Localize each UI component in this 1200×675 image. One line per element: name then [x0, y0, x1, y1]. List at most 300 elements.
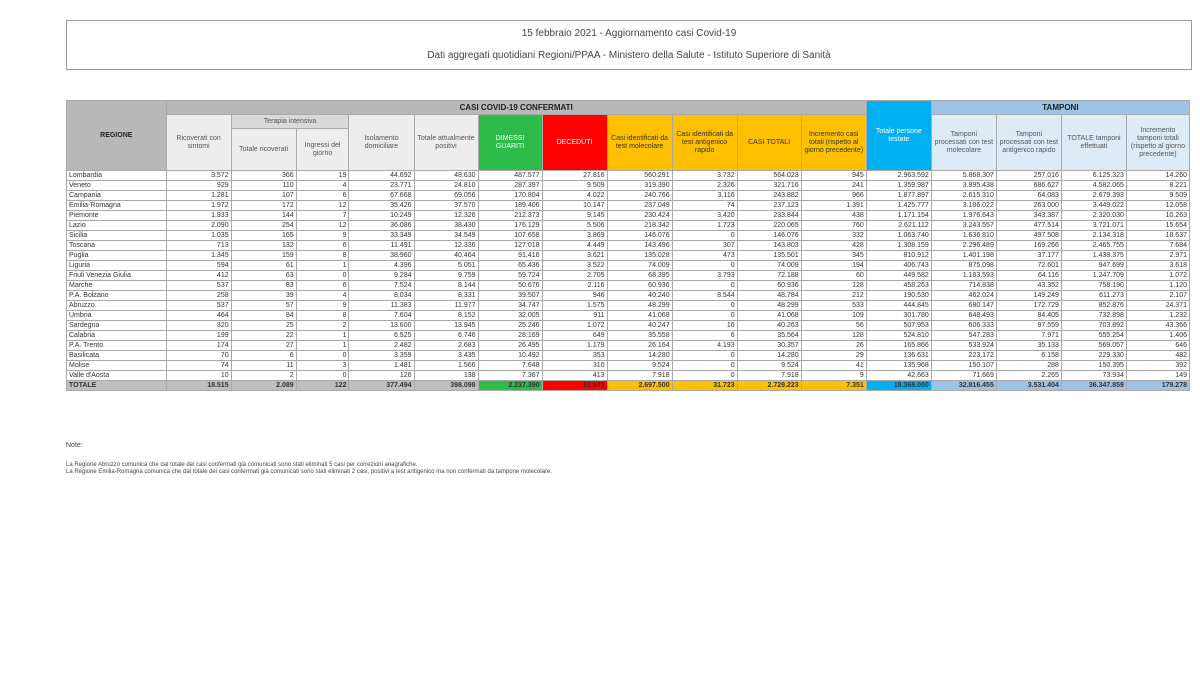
table-cell: 13.600	[349, 321, 414, 331]
total-row	[67, 381, 1190, 391]
table-cell: 39.507	[478, 291, 542, 301]
table-cell: 74	[166, 361, 231, 371]
table-cell: 174	[166, 341, 231, 351]
table-cell: 3	[296, 361, 349, 371]
table-cell: 10.147	[542, 201, 607, 211]
table-cell: 0	[672, 281, 737, 291]
notes-section	[66, 442, 1166, 476]
table-cell: 1.877.897	[866, 191, 931, 201]
table-cell: 24.371	[1126, 301, 1189, 311]
region-name: Toscana	[67, 241, 167, 251]
table-cell: 686.627	[996, 181, 1061, 191]
table-cell: 8.331	[414, 291, 478, 301]
table-cell: 7.684	[1126, 241, 1189, 251]
tamponi-group-header: TAMPONI	[931, 101, 1189, 115]
table-cell: 144	[231, 211, 296, 221]
table-cell: 10	[166, 371, 231, 381]
table-cell: 146.076	[737, 231, 801, 241]
table-row	[67, 371, 1190, 381]
table-cell: 9	[296, 301, 349, 311]
table-cell: 91.416	[478, 251, 542, 261]
table-cell: 67.668	[349, 191, 414, 201]
table-cell: 9.759	[414, 271, 478, 281]
table-cell: 555.254	[1061, 331, 1126, 341]
table-cell: 110	[231, 181, 296, 191]
region-name: Veneto	[67, 181, 167, 191]
table-cell: 6.746	[414, 331, 478, 341]
confirmed-cases-group-header: CASI COVID-19 CONFERMATI	[166, 101, 866, 115]
table-cell: 28.169	[478, 331, 542, 341]
table-cell: 127.018	[478, 241, 542, 251]
table-cell: 1.072	[542, 321, 607, 331]
table-cell: 2.326	[672, 181, 737, 191]
table-cell: 37.177	[996, 251, 1061, 261]
table-cell: 26	[801, 341, 866, 351]
col-header-tamponi-molecolare: Tamponi processati con test molecolare	[931, 115, 996, 171]
table-cell: 179.278	[1126, 381, 1189, 391]
table-cell: 319.390	[607, 181, 672, 191]
table-cell: 35.133	[996, 341, 1061, 351]
table-cell: 377.494	[349, 381, 414, 391]
total-label: TOTALE	[67, 381, 167, 391]
table-cell: 1.183.593	[931, 271, 996, 281]
table-cell: 69.056	[414, 191, 478, 201]
region-name: Campania	[67, 191, 167, 201]
col-header-casi-molecolare: Casi identificati da test molecolare	[607, 115, 672, 171]
table-cell: 128	[801, 331, 866, 341]
table-cell: 7.971	[996, 331, 1061, 341]
table-cell: 230.424	[607, 211, 672, 221]
table-cell: 9.284	[349, 271, 414, 281]
table-cell: 524.810	[866, 331, 931, 341]
table-cell: 1.575	[542, 301, 607, 311]
table-cell: 564.023	[737, 171, 801, 181]
table-cell: 2.971	[1126, 251, 1189, 261]
table-cell: 18.368.000	[866, 381, 931, 391]
table-cell: 48.299	[737, 301, 801, 311]
table-cell: 8.544	[672, 291, 737, 301]
table-cell: 136.631	[866, 351, 931, 361]
table-cell: 487.577	[478, 171, 542, 181]
table-cell: 413	[542, 371, 607, 381]
table-cell: 547.283	[931, 331, 996, 341]
table-cell: 233.844	[737, 211, 801, 221]
table-cell: 7.367	[478, 371, 542, 381]
table-cell: 0	[672, 361, 737, 371]
table-cell: 3.621	[542, 251, 607, 261]
table-cell: 2.296.489	[931, 241, 996, 251]
report-subtitle: Dati aggregati quotidiani Regioni/PPAA - Ministero della Salute - Istituto Superiore di Sanità	[427, 50, 831, 61]
col-header-incremento-casi: Incremento casi totali (rispetto al giorno precedente)	[801, 115, 866, 171]
col-header-guariti: DIMESSI GUARITI	[478, 115, 542, 171]
region-name: Calabria	[67, 331, 167, 341]
table-cell: 0	[296, 371, 349, 381]
table-cell: 38.430	[414, 221, 478, 231]
table-cell: 1.035	[166, 231, 231, 241]
table-cell: 11.491	[349, 241, 414, 251]
table-cell: 43.352	[996, 281, 1061, 291]
table-cell: 32.005	[478, 311, 542, 321]
table-cell: 606.333	[931, 321, 996, 331]
table-cell: 7.604	[349, 311, 414, 321]
table-row	[67, 201, 1190, 211]
table-cell: 3.721.071	[1061, 221, 1126, 231]
table-cell: 135.968	[866, 361, 931, 371]
table-cell: 35.426	[349, 201, 414, 211]
table-cell: 40.464	[414, 251, 478, 261]
table-cell: 7	[296, 211, 349, 221]
table-cell: 1.232	[1126, 311, 1189, 321]
table-cell: 42.663	[866, 371, 931, 381]
table-cell: 9	[801, 371, 866, 381]
table-cell: 107	[231, 191, 296, 201]
table-cell: 3.359	[349, 351, 414, 361]
table-cell: 852.876	[1061, 301, 1126, 311]
icu-group-header: Terapia intensiva	[231, 115, 349, 129]
table-cell: 18.637	[1126, 231, 1189, 241]
table-cell: 74.009	[737, 261, 801, 271]
table-row	[67, 191, 1190, 201]
table-cell: 966	[801, 191, 866, 201]
table-cell: 911	[542, 311, 607, 321]
table-row	[67, 261, 1190, 271]
table-cell: 477.514	[996, 221, 1061, 231]
table-cell: 3.116	[672, 191, 737, 201]
table-cell: 257.016	[996, 171, 1061, 181]
table-cell: 332	[801, 231, 866, 241]
table-cell: 9.524	[737, 361, 801, 371]
table-cell: 109	[801, 311, 866, 321]
table-cell: 27	[231, 341, 296, 351]
table-cell: 65.436	[478, 261, 542, 271]
table-cell: 30.357	[737, 341, 801, 351]
table-cell: 760	[801, 221, 866, 231]
table-cell: 59.724	[478, 271, 542, 281]
table-cell: 172.729	[996, 301, 1061, 311]
region-name: Lombardia	[67, 171, 167, 181]
table-cell: 4.582.065	[1061, 181, 1126, 191]
table-cell: 2.107	[1126, 291, 1189, 301]
table-cell: 2.697.500	[607, 381, 672, 391]
table-cell: 263.000	[996, 201, 1061, 211]
table-cell: 3.531.404	[996, 381, 1061, 391]
table-cell: 7.918	[737, 371, 801, 381]
table-cell: 2.679.393	[1061, 191, 1126, 201]
table-cell: 135.028	[607, 251, 672, 261]
table-cell: 3.420	[672, 211, 737, 221]
table-cell: 190.530	[866, 291, 931, 301]
table-cell: 12	[296, 201, 349, 211]
table-cell: 732.898	[1061, 311, 1126, 321]
table-cell: 149.249	[996, 291, 1061, 301]
table-cell: 0	[672, 231, 737, 241]
table-cell: 12.058	[1126, 201, 1189, 211]
table-cell: 26.495	[478, 341, 542, 351]
table-cell: 150.107	[931, 361, 996, 371]
table-cell: 307	[672, 241, 737, 251]
table-cell: 3.732	[672, 171, 737, 181]
table-cell: 2.705	[542, 271, 607, 281]
table-cell: 12.336	[414, 241, 478, 251]
table-cell: 1.438.375	[1061, 251, 1126, 261]
note-line: La Regione Emilia-Romagna comunica che dal totale dei casi confermati già comunicati sono stati eliminati 2 casi, positivi a test antigenico ma non confermati da tampone molecolare.	[66, 469, 552, 475]
table-cell: 165	[231, 231, 296, 241]
table-cell: 646	[1126, 341, 1189, 351]
table-cell: 72.188	[737, 271, 801, 281]
table-cell: 70	[166, 351, 231, 361]
table-row	[67, 331, 1190, 341]
col-header-incremento-tamponi: Incremento tamponi totali (rispetto al giorno precedente)	[1126, 115, 1189, 171]
table-cell: 16	[672, 321, 737, 331]
table-cell: 44.692	[349, 171, 414, 181]
table-cell: 473	[672, 251, 737, 261]
table-cell: 1.359.987	[866, 181, 931, 191]
table-row	[67, 301, 1190, 311]
table-cell: 3.618	[1126, 261, 1189, 271]
table-cell: 1.308.159	[866, 241, 931, 251]
table-cell: 159	[231, 251, 296, 261]
table-cell: 14.280	[607, 351, 672, 361]
table-cell: 758.190	[1061, 281, 1126, 291]
table-cell: 1	[296, 331, 349, 341]
table-cell: 2.237.390	[478, 381, 542, 391]
table-cell: 301.780	[866, 311, 931, 321]
col-header-isolamento: Isolamento domiciliare	[349, 115, 414, 171]
table-row	[67, 171, 1190, 181]
table-cell: 170.804	[478, 191, 542, 201]
table-cell: 569.057	[1061, 341, 1126, 351]
table-row	[67, 291, 1190, 301]
table-cell: 3.869	[542, 231, 607, 241]
table-cell: 143.803	[737, 241, 801, 251]
table-cell: 18.515	[166, 381, 231, 391]
col-header-casi-totali: CASI TOTALI	[737, 115, 801, 171]
table-cell: 947.699	[1061, 261, 1126, 271]
table-cell: 122	[296, 381, 349, 391]
table-cell: 6.158	[996, 351, 1061, 361]
table-cell: 8.221	[1126, 181, 1189, 191]
table-cell: 6	[672, 331, 737, 341]
table-cell: 7.524	[349, 281, 414, 291]
table-row	[67, 211, 1190, 221]
table-cell: 40.240	[607, 291, 672, 301]
table-row	[67, 181, 1190, 191]
table-cell: 3.522	[542, 261, 607, 271]
table-cell: 241	[801, 181, 866, 191]
table-cell: 41	[801, 361, 866, 371]
table-cell: 93.845	[542, 381, 607, 391]
table-cell: 169.266	[996, 241, 1061, 251]
table-cell: 4.449	[542, 241, 607, 251]
table-cell: 533.924	[931, 341, 996, 351]
table-cell: 537	[166, 281, 231, 291]
region-name: Piemonte	[67, 211, 167, 221]
table-cell: 1.972	[166, 201, 231, 211]
table-cell: 9.509	[542, 181, 607, 191]
region-name: Valle d'Aosta	[67, 371, 167, 381]
table-cell: 64.116	[996, 271, 1061, 281]
table-cell: 176.129	[478, 221, 542, 231]
table-cell: 462.024	[931, 291, 996, 301]
table-cell: 199	[166, 331, 231, 341]
table-cell: 15.654	[1126, 221, 1189, 231]
table-cell: 11.977	[414, 301, 478, 311]
table-cell: 8	[296, 251, 349, 261]
table-cell: 189.406	[478, 201, 542, 211]
table-row	[67, 321, 1190, 331]
table-cell: 3.793	[672, 271, 737, 281]
table-cell: 438	[801, 211, 866, 221]
table-cell: 10.492	[478, 351, 542, 361]
table-cell: 2.465.755	[1061, 241, 1126, 251]
table-cell: 37.570	[414, 201, 478, 211]
table-cell: 39	[231, 291, 296, 301]
table-cell: 237.123	[737, 201, 801, 211]
table-cell: 714.838	[931, 281, 996, 291]
table-cell: 254	[231, 221, 296, 231]
table-cell: 25.246	[478, 321, 542, 331]
region-name: P.A. Trento	[67, 341, 167, 351]
col-header-totale-ricoverati-ti: Totale ricoverati	[231, 129, 296, 171]
table-cell: 398.098	[414, 381, 478, 391]
table-cell: 41.068	[607, 311, 672, 321]
table-cell: 5.506	[542, 221, 607, 231]
col-header-attualmente-positivi: Totale attualmente positivi	[414, 115, 478, 171]
table-cell: 9.524	[607, 361, 672, 371]
table-cell: 8.152	[414, 311, 478, 321]
table-cell: 8	[296, 311, 349, 321]
region-name: Molise	[67, 361, 167, 371]
table-cell: 1.345	[166, 251, 231, 261]
table-cell: 27.816	[542, 171, 607, 181]
table-cell: 212.373	[478, 211, 542, 221]
table-cell: 40.263	[737, 321, 801, 331]
table-cell: 2.683	[414, 341, 478, 351]
table-cell: 74	[672, 201, 737, 211]
table-cell: 10.249	[349, 211, 414, 221]
table-cell: 36.347.859	[1061, 381, 1126, 391]
region-name: Umbria	[67, 311, 167, 321]
table-cell: 6.125.323	[1061, 171, 1126, 181]
table-cell: 165.866	[866, 341, 931, 351]
table-cell: 138	[414, 371, 478, 381]
table-cell: 240.766	[607, 191, 672, 201]
table-cell: 4	[296, 181, 349, 191]
table-cell: 1.401.198	[931, 251, 996, 261]
region-name: Sicilia	[67, 231, 167, 241]
table-cell: 41.068	[737, 311, 801, 321]
table-cell: 4.022	[542, 191, 607, 201]
table-cell: 497.508	[996, 231, 1061, 241]
table-cell: 458.263	[866, 281, 931, 291]
table-cell: 48.299	[607, 301, 672, 311]
region-name: Emilia-Romagna	[67, 201, 167, 211]
table-cell: 703.892	[1061, 321, 1126, 331]
covid-cases-table	[66, 100, 1190, 391]
table-cell: 64.083	[996, 191, 1061, 201]
table-cell: 38.960	[349, 251, 414, 261]
table-cell: 611.273	[1061, 291, 1126, 301]
table-cell: 1.481	[349, 361, 414, 371]
table-cell: 8.144	[414, 281, 478, 291]
table-cell: 6	[296, 191, 349, 201]
table-cell: 6	[296, 281, 349, 291]
table-cell: 34.549	[414, 231, 478, 241]
table-cell: 713	[166, 241, 231, 251]
table-cell: 72.601	[996, 261, 1061, 271]
table-cell: 35.564	[737, 331, 801, 341]
table-cell: 1.976.643	[931, 211, 996, 221]
table-cell: 172	[231, 201, 296, 211]
table-cell: 1.933	[166, 211, 231, 221]
table-cell: 0	[672, 371, 737, 381]
table-cell: 507.953	[866, 321, 931, 331]
notes-title: Note:	[66, 442, 83, 449]
table-cell: 40.247	[607, 321, 672, 331]
table-cell: 25	[231, 321, 296, 331]
table-cell: 449.582	[866, 271, 931, 281]
table-cell: 0	[672, 261, 737, 271]
table-cell: 482	[1126, 351, 1189, 361]
table-cell: 194	[801, 261, 866, 271]
table-cell: 84	[231, 311, 296, 321]
col-header-tamponi-totale: TOTALE tamponi effettuati	[1061, 115, 1126, 171]
table-cell: 7.918	[607, 371, 672, 381]
table-cell: 220.065	[737, 221, 801, 231]
table-row	[67, 241, 1190, 251]
table-cell: 26.164	[607, 341, 672, 351]
table-cell: 2.265	[996, 371, 1061, 381]
table-cell: 84.405	[996, 311, 1061, 321]
table-row	[67, 281, 1190, 291]
table-cell: 29	[801, 351, 866, 361]
region-name: Marche	[67, 281, 167, 291]
report-title: 15 febbraio 2021 - Aggiornamento casi Covid-19	[521, 28, 737, 39]
table-cell: 0	[672, 311, 737, 321]
col-header-ingressi-giorno: Ingressi del giorno	[296, 129, 349, 171]
table-cell: 444.845	[866, 301, 931, 311]
table-cell: 34.747	[478, 301, 542, 311]
table-cell: 97.559	[996, 321, 1061, 331]
table-cell: 60.936	[737, 281, 801, 291]
table-cell: 0	[672, 351, 737, 361]
table-cell: 11.383	[349, 301, 414, 311]
table-cell: 12	[296, 221, 349, 231]
table-cell: 321.716	[737, 181, 801, 191]
table-cell: 287.397	[478, 181, 542, 191]
table-cell: 36.086	[349, 221, 414, 231]
region-name: Friuli Venezia Giulia	[67, 271, 167, 281]
table-cell: 218.342	[607, 221, 672, 231]
table-cell: 24.810	[414, 181, 478, 191]
table-cell: 945	[801, 171, 866, 181]
table-cell: 258	[166, 291, 231, 301]
table-cell: 83	[231, 281, 296, 291]
table-row	[67, 311, 1190, 321]
table-cell: 366	[231, 171, 296, 181]
table-cell: 392	[1126, 361, 1189, 371]
table-cell: 3.895.438	[931, 181, 996, 191]
table-cell: 126	[349, 371, 414, 381]
region-name: Puglia	[67, 251, 167, 261]
table-cell: 3.572	[166, 171, 231, 181]
region-name: Lazio	[67, 221, 167, 231]
table-cell: 4.193	[672, 341, 737, 351]
table-cell: 537	[166, 301, 231, 311]
region-header: REGIONE	[67, 101, 167, 171]
table-cell: 3.243.557	[931, 221, 996, 231]
table-cell: 406.743	[866, 261, 931, 271]
